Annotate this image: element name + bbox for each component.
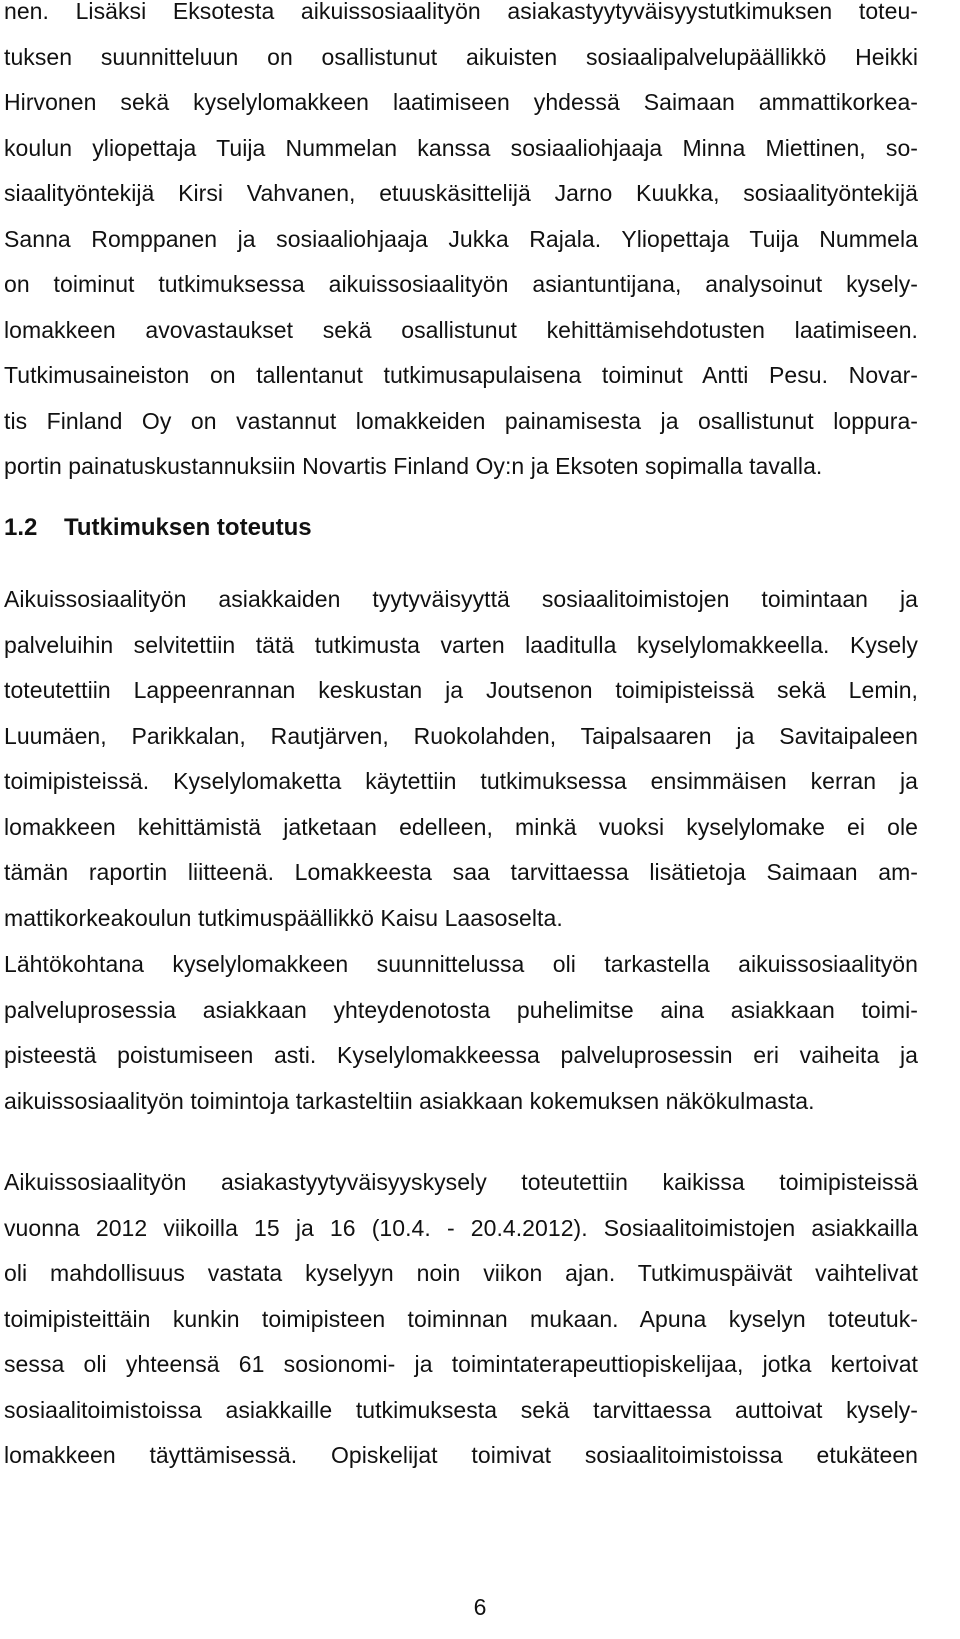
text-line: Hirvonen sekä kyselylomakkeen laatimiseen yhdessä Saimaan ammattikorkea- [4,89,918,115]
text-line: nen. Lisäksi Eksotesta aikuissosiaalityön asiakastyytyväisyystutkimuksen toteu- [4,0,918,24]
paragraph-survey-period [4,1160,918,1479]
text-line: palveluprosessia asiakkaan yhteydenotosta puhelimitse aina asiakkaan toimi- [4,996,918,1023]
text-line: aikuissosiaalityön toimintoja tarkasteltiin asiakkaan kokemuksen näkökulmasta. [4,1087,815,1114]
text-line: siaalityöntekijä Kirsi Vahvanen, etuuskäsittelijä Jarno Kuukka, sosiaalityöntekijä [4,180,918,206]
text-line: portin painatuskustannuksiin Novartis Finland Oy:n ja Eksoten sopimalla tavalla. [4,453,823,479]
text-line: lomakkeen kehittämistä jatketaan edelleen, minkä vuoksi kyselylomake ei ole [4,813,918,840]
text-line: Tutkimusaineiston on tallentanut tutkimusapulaisena toiminut Antti Pesu. Novar- [4,362,918,388]
text-line: tis Finland Oy on vastannut lomakkeiden painamisesta ja osallistunut loppura- [4,407,918,434]
paragraph-intro [4,0,918,490]
text-line: Luumäen, Parikkalan, Rautjärven, Ruokolahden, Taipalsaaren ja Savitaipaleen [4,722,918,749]
section-number: 1.2 [4,514,38,541]
page-number: 6 [473,1594,487,1620]
text-line: toteutettiin Lappeenrannan keskustan ja Joutsenon toimipisteissä sekä Lemin, [4,677,918,703]
text-line: toimipisteittäin kunkin toimipisteen toiminnan mukaan. Apuna kyselyn toteutuk- [4,1305,918,1332]
text-line: palveluihin selvitettiin tätä tutkimusta varten laaditulla kyselylomakkeella. Kysely [4,631,918,658]
text-line: sosiaalitoimistoissa asiakkaille tutkimuksesta sekä tarvittaessa auttoivat kysely- [4,1396,918,1423]
text-line: Sanna Romppanen ja sosiaaliohjaaja Jukka Rajala. Yliopettaja Tuija Nummela [4,225,918,252]
text-line: on toiminut tutkimuksessa aikuissosiaalityön asiantuntijana, analysoinut kysely- [4,271,918,297]
section-heading [4,505,312,551]
text-line: koulun yliopettaja Tuija Nummelan kanssa sosiaaliohjaaja Minna Miettinen, so- [4,134,918,161]
text-line: Aikuissosiaalityön asiakastyytyväisyyskysely toteutettiin kaikissa toimipisteissä [4,1169,918,1195]
text-line: lomakkeen avovastaukset sekä osallistunut kehittämisehdotusten laatimiseen. [4,316,918,343]
text-line: lomakkeen täyttämisessä. Opiskelijat toimivat sosiaalitoimistoissa etukäteen [4,1442,918,1468]
text-line: sessa oli yhteensä 61 sosionomi- ja toimintaterapeuttiopiskelijaa, jotka kertoivat [4,1351,918,1377]
text-line: toimipisteissä. Kyselylomaketta käytettiin tutkimuksessa ensimmäisen kerran ja [4,768,918,794]
paragraph-implementation [4,577,918,941]
text-line: tuksen suunnitteluun on osallistunut aikuisten sosiaalipalvelupäällikkö Heikki [4,43,918,70]
section-title: Tutkimuksen toteutus [64,514,312,541]
text-line: oli mahdollisuus vastata kyselyyn noin viikon ajan. Tutkimuspäivät vaihtelivat [4,1260,918,1286]
text-line: Aikuissosiaalityön asiakkaiden tyytyväisyyttä sosiaalitoimistojen toimintaan ja [4,586,918,612]
text-line: pisteestä poistumiseen asti. Kyselylomakkeessa palveluprosessin eri vaiheita ja [4,1042,918,1068]
text-line: vuonna 2012 viikoilla 15 ja 16 (10.4. - 20.4.2012). Sosiaalitoimistojen asiakkailla [4,1214,918,1241]
text-line: Lähtökohtana kyselylomakkeen suunnittelussa oli tarkastella aikuissosiaalityön [4,951,918,977]
paragraph-starting-point [4,942,918,1124]
text-line: mattikorkeakoulun tutkimuspäällikkö Kaisu Laasoselta. [4,904,563,931]
text-line: tämän raportin liitteenä. Lomakkeesta saa tarvittaessa lisätietoja Saimaan am- [4,859,918,885]
